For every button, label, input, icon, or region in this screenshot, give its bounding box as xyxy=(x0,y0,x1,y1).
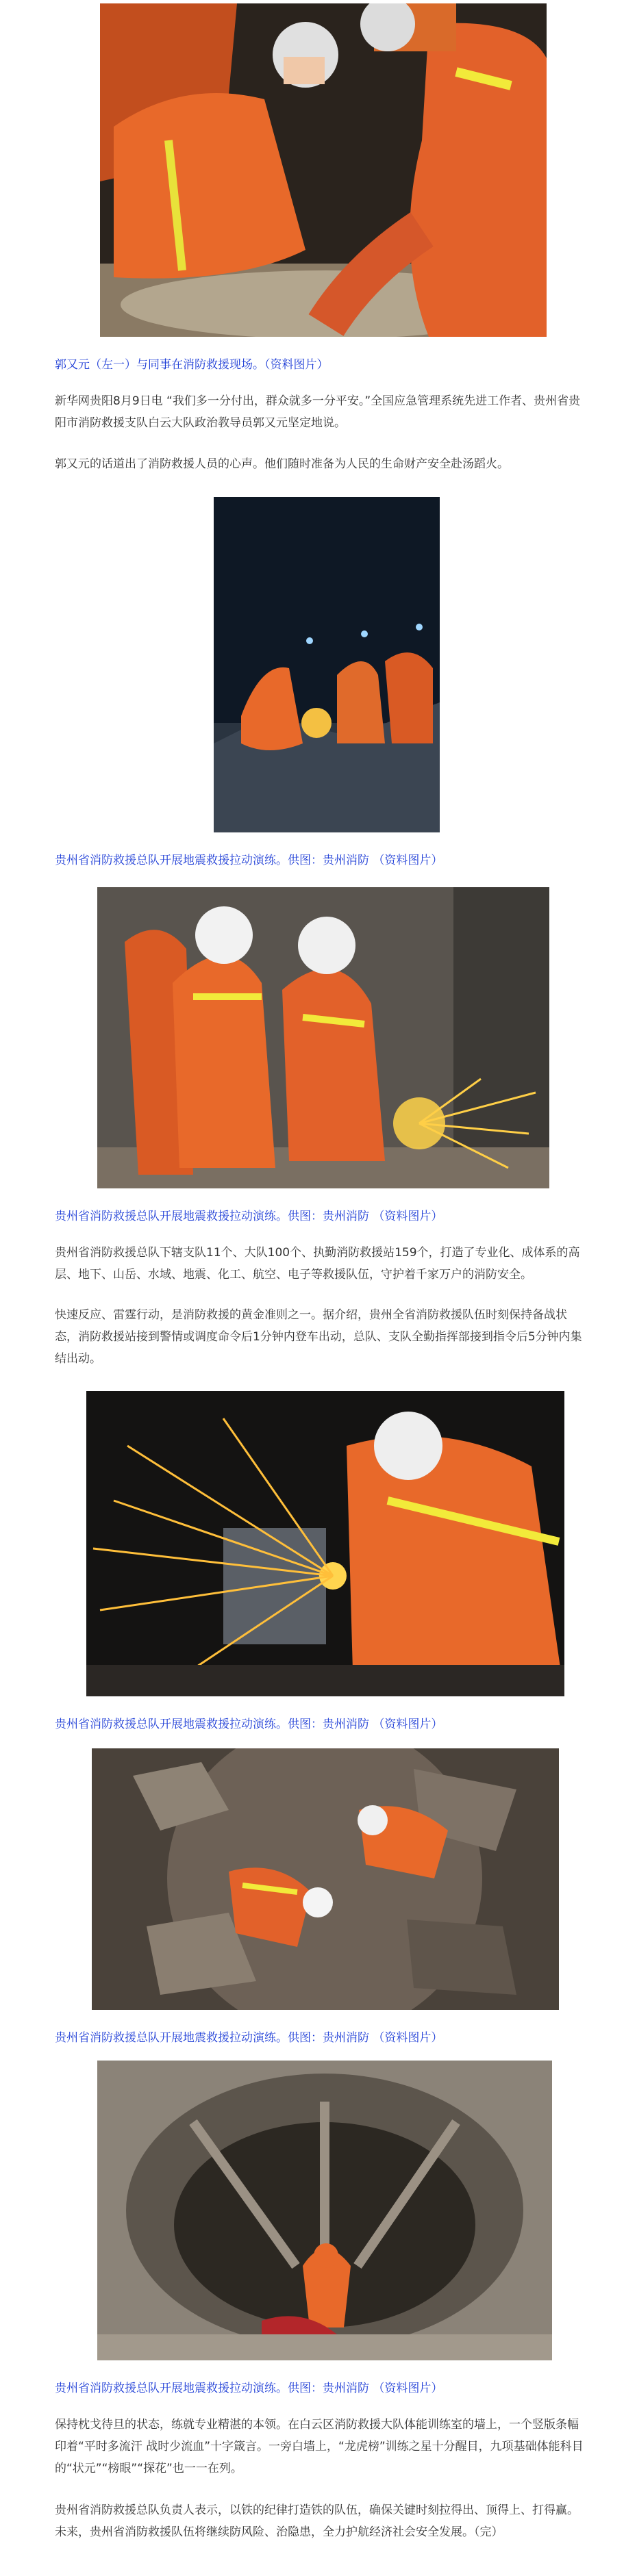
photo-rescue-scene xyxy=(100,3,547,337)
paragraph: 快速反应、雷霆行动，是消防救援的黄金准则之一。据介绍，贵州全省消防救援队伍时刻保持备战状态，消防救援站接到警情或调度命令后1分钟内登车出动，总队、支队全勤指挥部接到指令后5分钟内集结出动。 xyxy=(55,1308,582,1366)
paragraph: 贵州省消防救援总队下辖支队11个、大队100个、执勤消防救援站159个，打造了专业化、成体系的高层、地下、山岳、水域、地震、化工、航空、电子等救援队伍，守护着千家万户的消防安全。 xyxy=(55,1246,580,1281)
photo-caption: 郭又元（左一）与同事在消防救援现场。（资料图片） xyxy=(55,358,329,372)
paragraph: 新华网贵阳8月9日电 “我们多一分付出，群众就多一分平安。”全国应急管理系统先进工作者、贵州省贵阳市消防救援支队白云大队政治教导员郭又元坚定地说。 xyxy=(55,394,581,430)
photo-caption: 贵州省消防救援总队开展地震救援拉动演练。供图：贵州消防 （资料图片） xyxy=(55,1210,443,1223)
photo-shaft-rescue xyxy=(97,2061,552,2360)
paragraph: 贵州省消防救援总队负责人表示，以铁的纪律打造铁的队伍，确保关键时刻拉得出、顶得上、打得赢。未来，贵州省消防救援队伍将继续防风险、治隐患，全力护航经济社会安全发展。（完） xyxy=(55,2503,579,2539)
photo-caption: 贵州省消防救援总队开展地震救援拉动演练。供图：贵州消防 （资料图片） xyxy=(55,2382,443,2395)
paragraph: 郭又元的话道出了消防救援人员的心声。他们随时准备为人民的生命财产安全赴汤蹈火。 xyxy=(55,457,509,471)
photo-caption: 贵州省消防救援总队开展地震救援拉动演练。供图：贵州消防 （资料图片） xyxy=(55,1718,443,1731)
photo-grinder-team xyxy=(97,887,549,1188)
photo-grinder-closeup xyxy=(86,1391,564,1696)
photo-rubble-rescue xyxy=(92,1748,559,2010)
paragraph: 保持枕戈待旦的状态，练就专业精湛的本领。在白云区消防救援大队体能训练室的墙上，一个竖版条幅印着“平时多流汗 战时少流血”十字箴言。一旁白墙上，“龙虎榜”训练之星十分醒目，九项基础体能科目的“状元”“榜眼”“探花”也一一在列。 xyxy=(55,2418,584,2475)
photo-caption: 贵州省消防救援总队开展地震救援拉动演练。供图：贵州消防 （资料图片） xyxy=(55,2031,443,2045)
photo-caption: 贵州省消防救援总队开展地震救援拉动演练。供图：贵州消防 （资料图片） xyxy=(55,854,443,867)
photo-night-drill xyxy=(214,497,440,832)
